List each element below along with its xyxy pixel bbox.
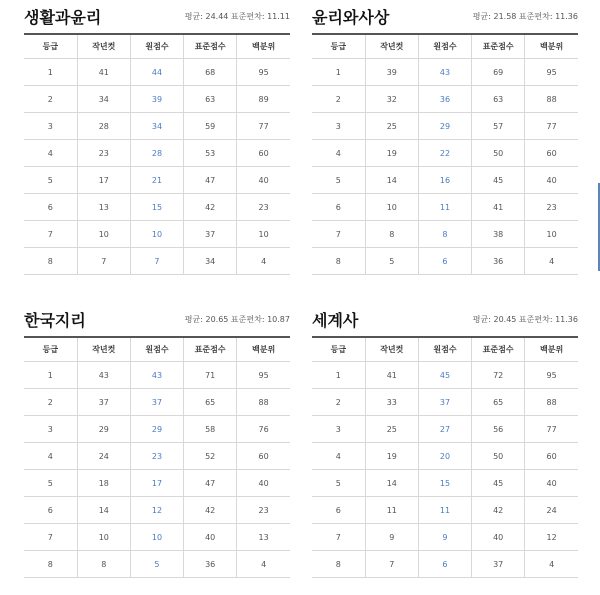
last-year-cut-cell: 7	[365, 551, 418, 578]
grade-cell: 3	[24, 113, 77, 140]
standard-score-cell: 37	[472, 551, 525, 578]
grade-cell: 1	[24, 59, 77, 86]
table-row	[312, 221, 578, 248]
standard-score-cell: 38	[472, 221, 525, 248]
standard-score-cell: 68	[184, 59, 237, 86]
table-row	[312, 362, 578, 389]
percentile-cell: 77	[525, 416, 578, 443]
percentile-cell: 77	[237, 113, 290, 140]
table-row	[24, 524, 290, 551]
standard-score-cell: 40	[184, 524, 237, 551]
last-year-cut-cell: 10	[365, 194, 418, 221]
table-row	[312, 470, 578, 497]
last-year-cut-cell: 9	[365, 524, 418, 551]
column-header-last-year-cut: 작년컷	[77, 34, 130, 59]
grade-cell: 4	[24, 443, 77, 470]
table-row	[24, 416, 290, 443]
grade-cell: 8	[24, 551, 77, 578]
grade-cell: 3	[24, 416, 77, 443]
grade-cell: 7	[24, 221, 77, 248]
last-year-cut-cell: 32	[365, 86, 418, 113]
raw-score-cell: 15	[418, 470, 471, 497]
standard-score-cell: 42	[184, 497, 237, 524]
column-header-raw-score: 원점수	[130, 337, 183, 362]
table-row	[24, 86, 290, 113]
table-row	[24, 113, 290, 140]
last-year-cut-cell: 41	[77, 59, 130, 86]
percentile-cell: 40	[237, 470, 290, 497]
table-header-row	[312, 337, 578, 362]
grade-table	[24, 336, 290, 578]
grade-cell: 4	[312, 140, 365, 167]
table-row	[24, 167, 290, 194]
table-row	[24, 389, 290, 416]
standard-score-cell: 50	[472, 443, 525, 470]
table-row	[312, 248, 578, 275]
percentile-cell: 13	[237, 524, 290, 551]
raw-score-cell: 29	[418, 113, 471, 140]
standard-score-cell: 59	[184, 113, 237, 140]
grade-cell: 6	[24, 194, 77, 221]
panel-stats: 평균: 20.65 표준편차: 10.87	[184, 315, 290, 324]
standard-score-cell: 56	[472, 416, 525, 443]
raw-score-cell: 10	[130, 221, 183, 248]
panel-title: 한국지리	[24, 311, 86, 330]
grade-cell: 2	[312, 86, 365, 113]
last-year-cut-cell: 34	[77, 86, 130, 113]
raw-score-cell: 11	[418, 194, 471, 221]
raw-score-cell: 6	[418, 248, 471, 275]
raw-score-cell: 17	[130, 470, 183, 497]
column-header-grade: 등급	[312, 34, 365, 59]
raw-score-cell: 45	[418, 362, 471, 389]
last-year-cut-cell: 37	[77, 389, 130, 416]
panel-title: 윤리와사상	[312, 8, 390, 27]
grade-cell: 1	[312, 362, 365, 389]
percentile-cell: 95	[237, 362, 290, 389]
table-row	[312, 167, 578, 194]
percentile-cell: 40	[525, 167, 578, 194]
column-header-standard-score: 표준점수	[472, 34, 525, 59]
grade-cell: 6	[312, 194, 365, 221]
column-header-raw-score: 원점수	[418, 34, 471, 59]
raw-score-cell: 22	[418, 140, 471, 167]
table-row	[312, 194, 578, 221]
percentile-cell: 88	[237, 389, 290, 416]
standard-score-cell: 69	[472, 59, 525, 86]
raw-score-cell: 15	[130, 194, 183, 221]
grade-cell: 7	[24, 524, 77, 551]
column-header-last-year-cut: 작년컷	[365, 34, 418, 59]
last-year-cut-cell: 10	[77, 221, 130, 248]
standard-score-cell: 52	[184, 443, 237, 470]
percentile-cell: 10	[525, 221, 578, 248]
grade-cell: 2	[24, 389, 77, 416]
table-row	[312, 497, 578, 524]
table-row	[24, 140, 290, 167]
raw-score-cell: 7	[130, 248, 183, 275]
percentile-cell: 23	[237, 194, 290, 221]
table-row	[312, 59, 578, 86]
column-header-grade: 등급	[312, 337, 365, 362]
grade-cell: 5	[312, 470, 365, 497]
grade-table	[312, 33, 578, 275]
raw-score-cell: 20	[418, 443, 471, 470]
raw-score-cell: 27	[418, 416, 471, 443]
percentile-cell: 88	[525, 389, 578, 416]
table-row	[24, 194, 290, 221]
standard-score-cell: 34	[184, 248, 237, 275]
table-row	[24, 443, 290, 470]
percentile-cell: 4	[237, 248, 290, 275]
percentile-cell: 10	[237, 221, 290, 248]
raw-score-cell: 5	[130, 551, 183, 578]
percentile-cell: 24	[525, 497, 578, 524]
raw-score-cell: 12	[130, 497, 183, 524]
standard-score-cell: 47	[184, 167, 237, 194]
percentile-cell: 89	[237, 86, 290, 113]
column-header-last-year-cut: 작년컷	[77, 337, 130, 362]
last-year-cut-cell: 13	[77, 194, 130, 221]
last-year-cut-cell: 11	[365, 497, 418, 524]
column-header-standard-score: 표준점수	[184, 337, 237, 362]
last-year-cut-cell: 24	[77, 443, 130, 470]
standard-score-cell: 47	[184, 470, 237, 497]
panel-stats: 평균: 21.58 표준편차: 11.36	[472, 12, 578, 21]
percentile-cell: 4	[237, 551, 290, 578]
raw-score-cell: 6	[418, 551, 471, 578]
percentile-cell: 23	[237, 497, 290, 524]
grade-cell: 7	[312, 221, 365, 248]
column-header-percentile: 백분위	[237, 337, 290, 362]
raw-score-cell: 44	[130, 59, 183, 86]
last-year-cut-cell: 25	[365, 416, 418, 443]
table-row	[312, 389, 578, 416]
raw-score-cell: 10	[130, 524, 183, 551]
grade-cell: 5	[24, 470, 77, 497]
standard-score-cell: 36	[184, 551, 237, 578]
last-year-cut-cell: 5	[365, 248, 418, 275]
last-year-cut-cell: 29	[77, 416, 130, 443]
standard-score-cell: 58	[184, 416, 237, 443]
column-header-standard-score: 표준점수	[184, 34, 237, 59]
last-year-cut-cell: 10	[77, 524, 130, 551]
standard-score-cell: 71	[184, 362, 237, 389]
table-row	[312, 140, 578, 167]
percentile-cell: 4	[525, 248, 578, 275]
percentile-cell: 77	[525, 113, 578, 140]
grade-cell: 4	[24, 140, 77, 167]
standard-score-cell: 63	[472, 86, 525, 113]
grade-cell: 1	[24, 362, 77, 389]
last-year-cut-cell: 18	[77, 470, 130, 497]
last-year-cut-cell: 14	[365, 167, 418, 194]
standard-score-cell: 45	[472, 470, 525, 497]
table-header-row	[24, 34, 290, 59]
percentile-cell: 76	[237, 416, 290, 443]
last-year-cut-cell: 7	[77, 248, 130, 275]
column-header-raw-score: 원점수	[418, 337, 471, 362]
raw-score-cell: 39	[130, 86, 183, 113]
last-year-cut-cell: 25	[365, 113, 418, 140]
percentile-cell: 40	[525, 470, 578, 497]
panel-stats: 평균: 20.45 표준편차: 11.36	[472, 315, 578, 324]
percentile-cell: 60	[525, 443, 578, 470]
last-year-cut-cell: 14	[365, 470, 418, 497]
table-row	[312, 416, 578, 443]
raw-score-cell: 43	[418, 59, 471, 86]
grade-cell: 3	[312, 113, 365, 140]
grade-cell: 5	[312, 167, 365, 194]
column-header-standard-score: 표준점수	[472, 337, 525, 362]
column-header-percentile: 백분위	[525, 337, 578, 362]
column-header-percentile: 백분위	[237, 34, 290, 59]
grade-cell: 6	[24, 497, 77, 524]
grade-cell: 2	[312, 389, 365, 416]
last-year-cut-cell: 33	[365, 389, 418, 416]
standard-score-cell: 37	[184, 221, 237, 248]
raw-score-cell: 21	[130, 167, 183, 194]
standard-score-cell: 50	[472, 140, 525, 167]
standard-score-cell: 42	[472, 497, 525, 524]
table-row	[312, 524, 578, 551]
column-header-last-year-cut: 작년컷	[365, 337, 418, 362]
panel-title: 세계사	[312, 311, 359, 330]
table-header-row	[312, 34, 578, 59]
raw-score-cell: 37	[130, 389, 183, 416]
last-year-cut-cell: 41	[365, 362, 418, 389]
last-year-cut-cell: 14	[77, 497, 130, 524]
standard-score-cell: 36	[472, 248, 525, 275]
table-row	[24, 248, 290, 275]
last-year-cut-cell: 43	[77, 362, 130, 389]
percentile-cell: 4	[525, 551, 578, 578]
grade-table	[24, 33, 290, 275]
last-year-cut-cell: 17	[77, 167, 130, 194]
standard-score-cell: 53	[184, 140, 237, 167]
panel-stats: 평균: 24.44 표준편차: 11.11	[184, 12, 290, 21]
last-year-cut-cell: 39	[365, 59, 418, 86]
table-row	[24, 551, 290, 578]
standard-score-cell: 72	[472, 362, 525, 389]
raw-score-cell: 37	[418, 389, 471, 416]
grade-cell: 8	[312, 551, 365, 578]
grade-cell: 6	[312, 497, 365, 524]
percentile-cell: 12	[525, 524, 578, 551]
last-year-cut-cell: 8	[365, 221, 418, 248]
table-row	[312, 86, 578, 113]
last-year-cut-cell: 23	[77, 140, 130, 167]
column-header-percentile: 백분위	[525, 34, 578, 59]
grade-cell: 1	[312, 59, 365, 86]
percentile-cell: 95	[525, 362, 578, 389]
raw-score-cell: 16	[418, 167, 471, 194]
grade-cell: 2	[24, 86, 77, 113]
percentile-cell: 95	[237, 59, 290, 86]
grade-cell: 3	[312, 416, 365, 443]
raw-score-cell: 29	[130, 416, 183, 443]
standard-score-cell: 41	[472, 194, 525, 221]
column-header-grade: 등급	[24, 337, 77, 362]
grade-cell: 4	[312, 443, 365, 470]
raw-score-cell: 23	[130, 443, 183, 470]
table-row	[312, 113, 578, 140]
raw-score-cell: 28	[130, 140, 183, 167]
percentile-cell: 95	[525, 59, 578, 86]
last-year-cut-cell: 19	[365, 140, 418, 167]
panel-title: 생활과윤리	[24, 8, 102, 27]
percentile-cell: 23	[525, 194, 578, 221]
percentile-cell: 88	[525, 86, 578, 113]
table-row	[24, 59, 290, 86]
grade-cell: 5	[24, 167, 77, 194]
grade-table	[312, 336, 578, 578]
raw-score-cell: 43	[130, 362, 183, 389]
raw-score-cell: 36	[418, 86, 471, 113]
grade-cell: 7	[312, 524, 365, 551]
grade-cell: 8	[24, 248, 77, 275]
standard-score-cell: 42	[184, 194, 237, 221]
column-header-grade: 등급	[24, 34, 77, 59]
raw-score-cell: 34	[130, 113, 183, 140]
table-row	[312, 551, 578, 578]
table-row	[24, 362, 290, 389]
table-row	[24, 497, 290, 524]
table-row	[24, 470, 290, 497]
column-header-raw-score: 원점수	[130, 34, 183, 59]
table-row	[24, 221, 290, 248]
standard-score-cell: 65	[184, 389, 237, 416]
percentile-cell: 40	[237, 167, 290, 194]
raw-score-cell: 8	[418, 221, 471, 248]
percentile-cell: 60	[525, 140, 578, 167]
raw-score-cell: 9	[418, 524, 471, 551]
table-header-row	[24, 337, 290, 362]
grade-cell: 8	[312, 248, 365, 275]
standard-score-cell: 63	[184, 86, 237, 113]
table-row	[312, 443, 578, 470]
standard-score-cell: 65	[472, 389, 525, 416]
last-year-cut-cell: 8	[77, 551, 130, 578]
percentile-cell: 60	[237, 443, 290, 470]
standard-score-cell: 57	[472, 113, 525, 140]
last-year-cut-cell: 28	[77, 113, 130, 140]
raw-score-cell: 11	[418, 497, 471, 524]
percentile-cell: 60	[237, 140, 290, 167]
standard-score-cell: 45	[472, 167, 525, 194]
standard-score-cell: 40	[472, 524, 525, 551]
last-year-cut-cell: 19	[365, 443, 418, 470]
